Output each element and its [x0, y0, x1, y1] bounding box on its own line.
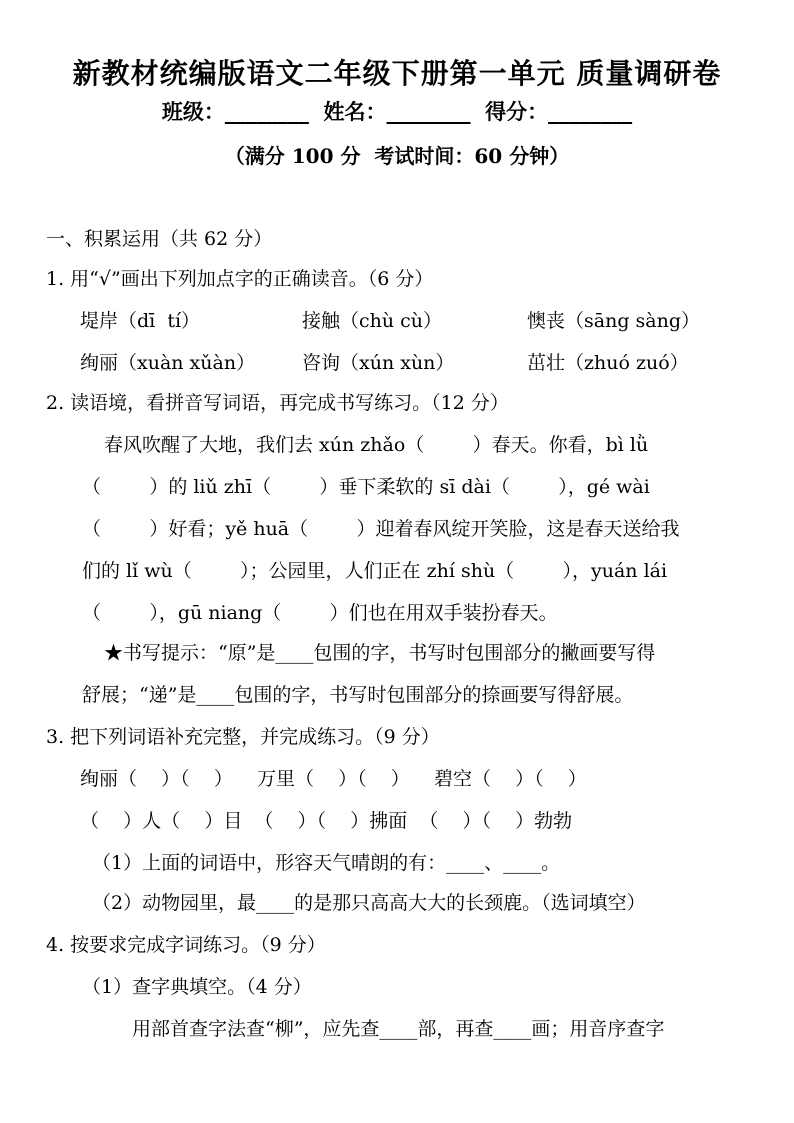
q1-item: 绚丽（xuàn xǔàn） [80, 352, 256, 374]
q2-passage-line: （ ），gū niang（ ）们也在用双手装扮春天。 [82, 602, 558, 624]
question-4-title: 4. 按要求完成字词练习。（9 分） [46, 934, 326, 956]
q2-writing-tip: ★书写提示：“原”是____包围的字，书写时包围部分的撇画要写得 [104, 642, 656, 664]
question-3-title: 3. 把下列词语补充完整，并完成练习。（9 分） [46, 726, 440, 748]
q2-passage-line: 春风吹醒了大地，我们去 xún zhǎo（ ）春天。你看，bì lǜ [104, 434, 649, 456]
page-title: 新教材统编版语文二年级下册第一单元 质量调研卷 [72, 57, 722, 90]
q1-item: 接触（chù cù） [302, 310, 443, 332]
q2-passage-line: 们的 lǐ wù（ ）；公园里，人们正在 zhí shù（ ），yuán lái [82, 560, 668, 582]
q4-subquestion: （1）查字典填空。（4 分） [82, 976, 312, 998]
q3-word-row: 绚丽（ ）（ ） 万里（ ）（ ） 碧空（ ）（ ） [80, 768, 587, 790]
q3-subquestion: （2）动物园里，最____的是那只高高大大的长颈鹿。（选词填空） [92, 892, 646, 914]
question-2-title: 2. 读语境，看拼音写词语，再完成书写练习。（12 分） [46, 392, 509, 414]
student-info-line: 班级：________ 姓名：________ 得分：________ [161, 99, 633, 124]
q2-writing-tip: 舒展；“递”是____包围的字，书写时包围部分的捺画要写得舒展。 [82, 684, 634, 706]
q3-subquestion: （1）上面的词语中，形容天气晴朗的有：____、____。 [92, 852, 561, 874]
q1-item: 咨询（xún xùn） [302, 352, 455, 374]
q1-item: 懊丧（sāng sàng） [527, 310, 700, 332]
q2-passage-line: （ ）好看；yě huā（ ）迎着春风绽开笑脸，这是春天送给我 [82, 518, 680, 540]
q1-item: 茁壮（zhuó zuó） [527, 352, 689, 374]
q4-passage-line: 用部首查字法查“柳”，应先查____部，再查____画；用音序查字 [132, 1018, 665, 1040]
q1-item: 堤岸（dī tí） [80, 310, 201, 332]
question-1-title: 1. 用“√”画出下列加点字的正确读音。（6 分） [46, 268, 434, 290]
q2-passage-line: （ ）的 liǔ zhī（ ）垂下柔软的 sī dài（ ），gé wài [82, 476, 650, 498]
exam-meta: （满分 100 分 考试时间：60 分钟） [224, 144, 570, 168]
q3-word-row: （ ）人（ ）目 （ ）（ ）拂面 （ ）（ ）勃勃 [80, 810, 573, 832]
section-heading: 一、积累运用（共 62 分） [46, 228, 273, 250]
